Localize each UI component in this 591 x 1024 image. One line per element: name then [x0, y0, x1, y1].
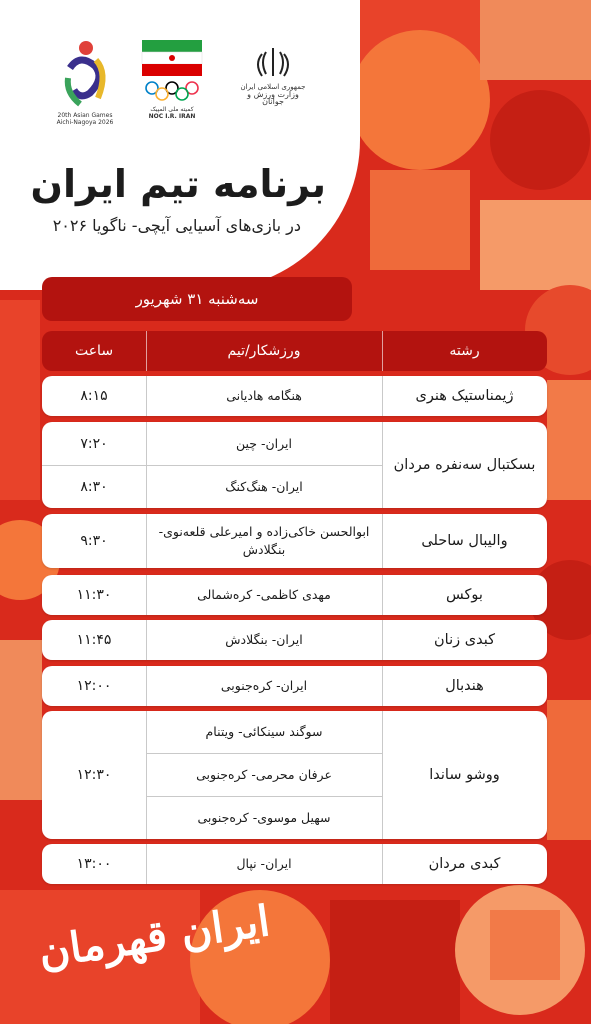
athlete-cell: هنگامه هادیانی	[226, 388, 302, 403]
header-divider	[146, 331, 147, 371]
table-header	[42, 331, 547, 371]
cell-divider	[382, 514, 383, 568]
cell-divider	[146, 844, 147, 884]
athlete-cell: عرفان محرمی- کره‌جنوبی	[196, 767, 332, 782]
athlete-cell: سهیل موسوی- کره‌جنوبی	[197, 810, 331, 825]
sport-cell: ووشو ساندا	[429, 767, 500, 783]
cell-divider	[382, 666, 383, 706]
cell-divider	[382, 620, 383, 660]
time-cell: ۹:۳۰	[80, 533, 108, 549]
cell-divider	[382, 376, 383, 416]
cell-divider	[382, 575, 383, 615]
time-cell: ۱۱:۳۰	[76, 587, 112, 603]
noc-label: NOC I.R. IRAN	[148, 113, 196, 120]
time-cell: ۷:۲۰	[80, 435, 108, 452]
cell-divider	[382, 422, 383, 508]
cell-divider	[146, 575, 147, 615]
time-cell: ۱۱:۴۵	[76, 632, 112, 648]
cell-divider	[146, 620, 147, 660]
sport-cell: والیبال ساحلی	[421, 533, 508, 549]
cell-divider	[382, 711, 383, 839]
athlete-cell: ایران- چین	[236, 435, 292, 451]
sport-cell: کبدی مردان	[428, 856, 501, 872]
athlete-cell: ایران- بنگلادش	[225, 632, 303, 647]
table-row	[42, 666, 547, 706]
page-subtitle: در بازی‌های آسیایی آیچی- ناگویا ۲۰۲۶	[52, 216, 301, 235]
athlete-cell: ایران- کره‌جنوبی	[220, 678, 308, 693]
athlete-cell: ابوالحسن خاکی‌زاده و امیرعلی قلعه‌نوی- بنگلادش	[158, 524, 370, 557]
column-header-time: ساعت	[74, 343, 114, 359]
column-header-athlete: ورزشکار/تیم	[227, 343, 301, 359]
sport-cell: هندبال	[445, 678, 484, 694]
table-row	[42, 376, 547, 416]
asian-games-emblem-icon	[50, 38, 120, 108]
sport-cell: بوکس	[446, 587, 483, 603]
table-row	[42, 575, 547, 615]
table-row	[42, 711, 547, 839]
time-cell: ۸:۳۰	[80, 478, 108, 495]
iran-flag-icon	[140, 40, 204, 76]
sport-cell: بسکتبال سه‌نفره مردان	[393, 457, 536, 473]
asian-games-line1: 20th Asian Games	[57, 112, 113, 119]
time-cell: ۸:۱۵	[80, 388, 108, 404]
athlete-cell: ایران- نپال	[236, 856, 292, 871]
row-divider	[42, 465, 382, 466]
olympic-rings-icon	[140, 80, 204, 102]
cell-divider	[146, 711, 147, 839]
asian-games-line2: Aichi-Nagoya 2026	[56, 119, 114, 126]
cell-divider	[146, 376, 147, 416]
athlete-cell: مهدی کاظمی- کره‌شمالی	[197, 587, 331, 602]
iran-emblem-icon	[238, 44, 308, 80]
sport-cell: کبدی زنان	[434, 632, 495, 648]
time-cell: ۱۲:۳۰	[76, 767, 112, 783]
athlete-cell: ایران- هنگ‌کنگ	[225, 478, 303, 494]
ministry-line2: وزارت ورزش و جوانان	[247, 90, 299, 106]
page-title: برنامه تیم ایران	[30, 162, 326, 206]
brand-logo: ایران قهرمان	[35, 896, 273, 977]
column-header-sport: رشته	[449, 343, 480, 359]
date-tab: سه‌شنبه ۳۱ شهریور	[42, 277, 352, 321]
noc-persian: کمیته ملی المپیک	[150, 106, 194, 113]
cell-divider	[146, 666, 147, 706]
table-row	[42, 422, 547, 508]
header-divider	[382, 331, 383, 371]
ministry-line1: جمهوری اسلامی ایران	[240, 83, 306, 91]
table-row	[42, 620, 547, 660]
cell-divider	[146, 514, 147, 568]
ministry-logo	[238, 44, 308, 105]
noc-logo	[140, 40, 204, 120]
asian-games-logo	[50, 38, 120, 126]
sport-cell: ژیمناستیک هنری	[415, 388, 514, 404]
athlete-cell: سوگند سینکائی- ویتنام	[205, 724, 323, 739]
table-row	[42, 514, 547, 568]
table-row	[42, 844, 547, 884]
time-cell: ۱۲:۰۰	[76, 678, 112, 694]
cell-divider	[382, 844, 383, 884]
time-cell: ۱۳:۰۰	[76, 856, 112, 872]
